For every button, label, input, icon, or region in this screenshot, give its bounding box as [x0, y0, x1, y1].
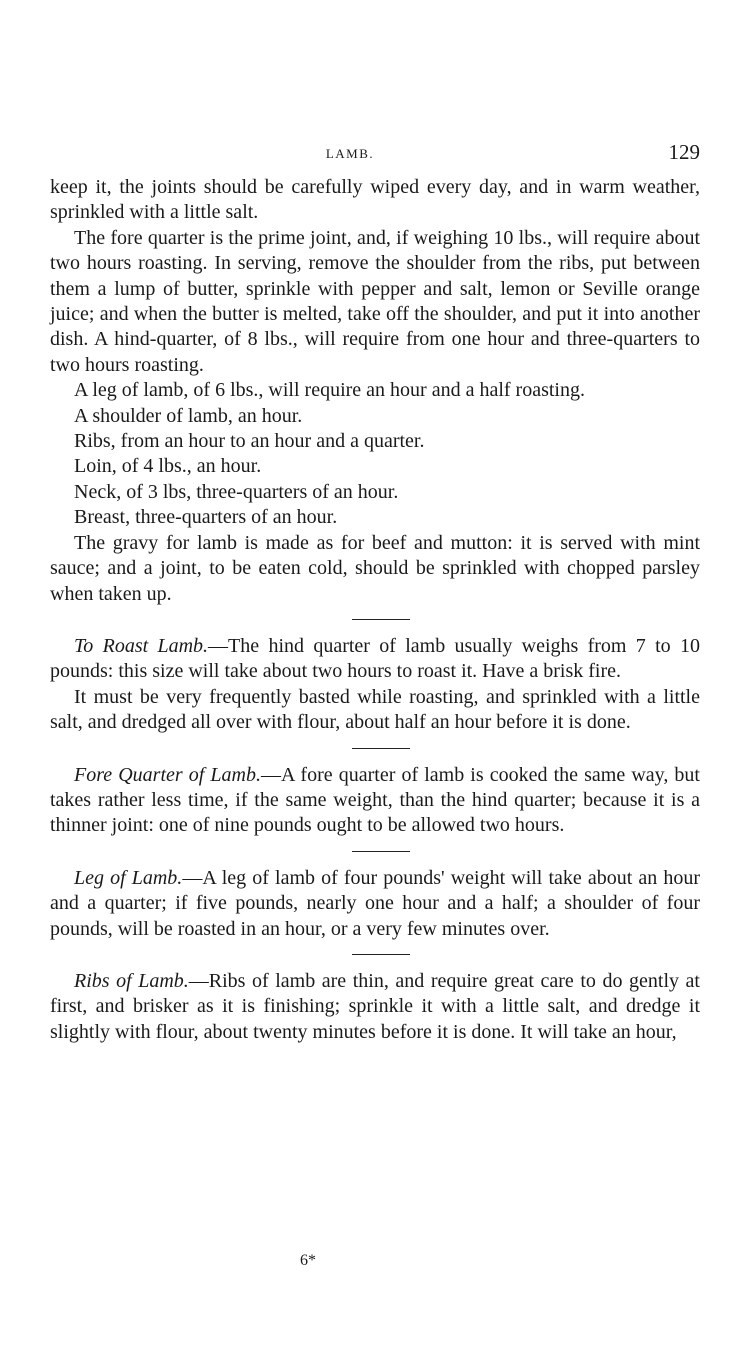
paragraph-loin: Loin, of 4 lbs., an hour.	[74, 455, 262, 478]
paragraph-neck: Neck, of 3 lbs, three-quarters of an hour.	[74, 480, 399, 503]
recipe-title: Ribs of Lamb.	[74, 969, 189, 992]
paragraph-gravy: The gravy for lamb is made as for beef and mutton: it is served with mint sauce; and a joint, to be eaten cold, should be sprinkled with chopped parsley when taken up.	[50, 531, 700, 605]
recipe-dash: —	[182, 866, 203, 889]
signature-mark: 6*	[300, 1252, 316, 1269]
section-divider	[352, 619, 410, 620]
recipe-dash: —	[208, 634, 229, 657]
paragraph-shoulder: A shoulder of lamb, an hour.	[74, 404, 303, 427]
recipe-title: Leg of Lamb.	[74, 866, 183, 889]
recipe-roast-lamb	[50, 634, 700, 685]
section-divider	[352, 954, 410, 955]
page-header	[50, 0, 700, 175]
recipe-leg-of-lamb	[50, 866, 700, 942]
recipe-text: Ribs of lamb are thin, and require great care to do gently at first, and brisker as it is finishing; sprinkle it with a little salt, and dredge it slightly with flour, about twenty minutes before it is done. It will take an hour,	[50, 969, 700, 1043]
recipe-text: The hind quarter of lamb usually weighs from 7 to 10 pounds: this size will take about two hours to roast it. Have a brisk fire.	[50, 634, 700, 683]
recipe-text: A fore quarter of lamb is cooked the same way, but takes rather less time, if the same weight, than the hind quarter; because it is a thinner joint: one of nine pounds ought to be allowed two hours.	[50, 763, 700, 837]
book-page	[50, 0, 700, 1045]
paragraph-fore-quarter: The fore quarter is the prime joint, and, if weighing 10 lbs., will require about two hours roasting. In serving, remove the shoulder from the ribs, put between them a lump of butter, sprinkle with pepper and salt, lemon or Seville orange juice; and when the butter is melted, take off the shoulder, and put it into another dish. A hind-quarter, of 8 lbs., will require from one hour and three-quarters to two hours roasting.	[50, 226, 700, 376]
recipe-text: A leg of lamb of four pounds' weight will take about an hour and a quarter; if five pounds, nearly one hour and a half; a shoulder of four pounds, will be roasted in an hour, or a very few minutes over.	[50, 866, 701, 940]
recipe-dash: —	[261, 763, 281, 786]
body-text	[50, 175, 700, 1045]
page-number: 129	[668, 140, 700, 164]
running-head: LAMB.	[325, 146, 375, 161]
section-divider	[352, 748, 410, 749]
paragraph-breast: Breast, three-quarters of an hour.	[74, 506, 338, 529]
recipe-roast-lamb-extra: It must be very frequently basted while roasting, and sprinkled with a little salt, and dredged all over with flour, about half an hour before it is done.	[50, 685, 700, 734]
section-divider	[352, 851, 410, 852]
paragraph-leg: A leg of lamb, of 6 lbs., will require an hour and a half roasting.	[74, 379, 585, 402]
recipe-dash: —	[188, 969, 209, 992]
recipe-fore-quarter	[50, 763, 700, 839]
recipe-title: Fore Quarter of Lamb.	[74, 763, 261, 786]
recipe-title: To Roast Lamb.	[74, 634, 209, 657]
paragraph-continuation: keep it, the joints should be carefully wiped every day, and in warm weather, sprinkled with a little salt.	[50, 176, 700, 224]
recipe-ribs-of-lamb	[50, 969, 700, 1045]
paragraph-ribs: Ribs, from an hour to an hour and a quarter.	[74, 430, 425, 453]
